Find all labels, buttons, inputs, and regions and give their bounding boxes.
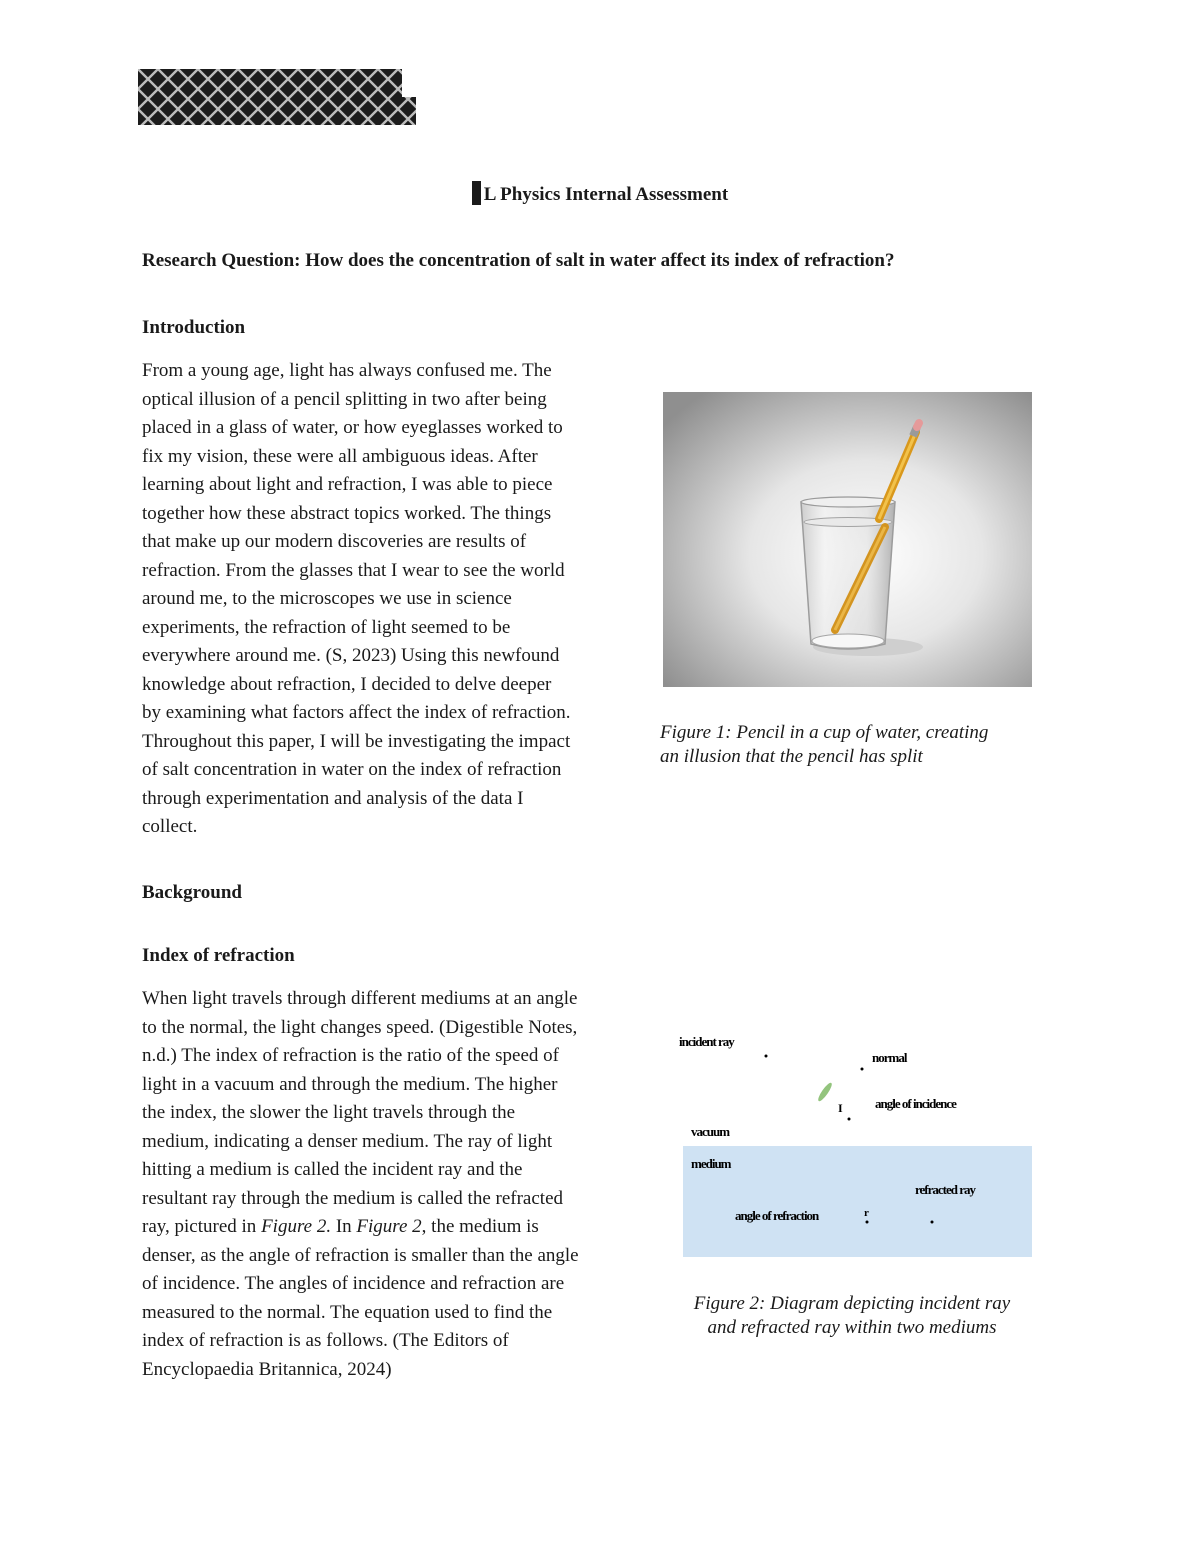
text-line: light in a vacuum and through the medium. The higher bbox=[142, 1073, 558, 1095]
redacted-name-block bbox=[138, 69, 416, 125]
redaction-mark bbox=[472, 181, 481, 205]
text-line: by examining what factors affect the index of refraction. bbox=[142, 702, 571, 723]
arrow-dot bbox=[931, 1221, 934, 1224]
index-of-refraction-heading: Index of refraction bbox=[142, 945, 295, 966]
caption-line: and refracted ray within two mediums bbox=[707, 1317, 997, 1338]
caption-line: an illusion that the pencil has split bbox=[660, 746, 923, 767]
text-line: denser, as the angle of refraction is smaller than the angle bbox=[142, 1244, 579, 1266]
label-incident-ray: incident ray bbox=[679, 1034, 734, 1049]
text-line: of incidence. The angles of incidence and refraction are bbox=[142, 1273, 565, 1294]
page-title bbox=[0, 181, 1200, 206]
introduction-heading: Introduction bbox=[142, 317, 246, 338]
label-medium: medium bbox=[691, 1156, 731, 1171]
text-line: refraction. From the glasses that I wear to see the world bbox=[142, 559, 565, 581]
text-line: n.d.) The index of refraction is the ratio of the speed of bbox=[142, 1045, 559, 1066]
text-line: index of refraction is as follows. (The Editors of bbox=[142, 1330, 509, 1351]
text-line: Throughout this paper, I will be investigating the impact bbox=[142, 730, 571, 752]
text-line: hitting a medium is called the incident ray and the bbox=[142, 1159, 523, 1180]
angle-of-incidence-marker bbox=[816, 1081, 834, 1102]
arrow-dot bbox=[765, 1055, 768, 1058]
text-line: learning about light and refraction, I was able to piece bbox=[142, 474, 553, 495]
text-line: through experimentation and analysis of the data I bbox=[142, 787, 524, 809]
text-line: experiments, the refraction of light seemed to be bbox=[142, 616, 511, 638]
text-line: placed in a glass of water, or how eyeglasses worked to bbox=[142, 417, 563, 438]
medium-region bbox=[683, 1146, 1032, 1257]
introduction-paragraph bbox=[142, 357, 571, 842]
label-normal: normal bbox=[872, 1050, 907, 1065]
text-line: collect. bbox=[142, 816, 198, 837]
text-line: around me, to the microscopes we use in science bbox=[142, 588, 512, 609]
label-angle-of-refraction: angle of refraction bbox=[735, 1208, 819, 1223]
text-line: to the normal, the light changes speed. (Digestible Notes, bbox=[142, 1016, 578, 1038]
text-run: ray, pictured in bbox=[142, 1216, 262, 1237]
figure-reference: Figure 2 bbox=[356, 1216, 422, 1237]
text-line: everywhere around me. (S, 2023) Using this newfound bbox=[142, 645, 560, 666]
label-angle-of-incidence: angle of incidence bbox=[875, 1096, 956, 1111]
text-line: medium, indicating a denser medium. The ray of light bbox=[142, 1130, 553, 1152]
text-line: fix my vision, these were all ambiguous ideas. After bbox=[142, 445, 538, 467]
text-line: that make up our modern discoveries are results of bbox=[142, 531, 527, 552]
text-run: In bbox=[331, 1216, 357, 1237]
research-question: Research Question: How does the concentration of salt in water affect its index of refraction? bbox=[142, 250, 895, 271]
text-line bbox=[142, 1213, 579, 1242]
text-line: resultant ray through the medium is called the refracted bbox=[142, 1187, 564, 1209]
figure-2-refraction-diagram bbox=[676, 1030, 1036, 1260]
text-line: knowledge about refraction, I decided to delve deeper bbox=[142, 673, 552, 695]
index-of-refraction-paragraph bbox=[142, 985, 579, 1384]
text-line: together how these abstract topics worked. The things bbox=[142, 502, 552, 524]
text-line: From a young age, light has always confused me. The bbox=[142, 360, 552, 381]
figure-2-caption bbox=[660, 1292, 1044, 1340]
arrow-dot bbox=[848, 1118, 851, 1121]
label-vacuum: vacuum bbox=[691, 1124, 730, 1139]
background-heading: Background bbox=[142, 882, 242, 903]
text-line: When light travels through different mediums at an angle bbox=[142, 988, 578, 1009]
figure-1-caption bbox=[660, 721, 1050, 769]
arrow-dot bbox=[866, 1221, 869, 1224]
text-line: Encyclopaedia Britannica, 2024) bbox=[142, 1358, 392, 1380]
figure-reference: Figure 2. bbox=[261, 1216, 332, 1237]
figure-1-pencil-in-water-image bbox=[663, 392, 1032, 687]
text-run: , the medium is bbox=[421, 1216, 539, 1237]
text-line: the index, the slower the light travels through the bbox=[142, 1102, 516, 1123]
label-angle-r-mark: r bbox=[864, 1207, 869, 1219]
page-title-text: L Physics Internal Assessment bbox=[483, 184, 729, 205]
text-line: measured to the normal. The equation used to find the bbox=[142, 1301, 553, 1323]
label-refracted-ray: refracted ray bbox=[915, 1182, 976, 1197]
arrow-dot bbox=[861, 1068, 864, 1071]
text-line: of salt concentration in water on the index of refraction bbox=[142, 759, 562, 780]
caption-line: Figure 1: Pencil in a cup of water, creating bbox=[660, 722, 989, 743]
text-line: optical illusion of a pencil splitting in two after being bbox=[142, 388, 547, 410]
label-angle-i-mark: I bbox=[838, 1101, 843, 1115]
caption-line: Figure 2: Diagram depicting incident ray bbox=[693, 1293, 1011, 1314]
